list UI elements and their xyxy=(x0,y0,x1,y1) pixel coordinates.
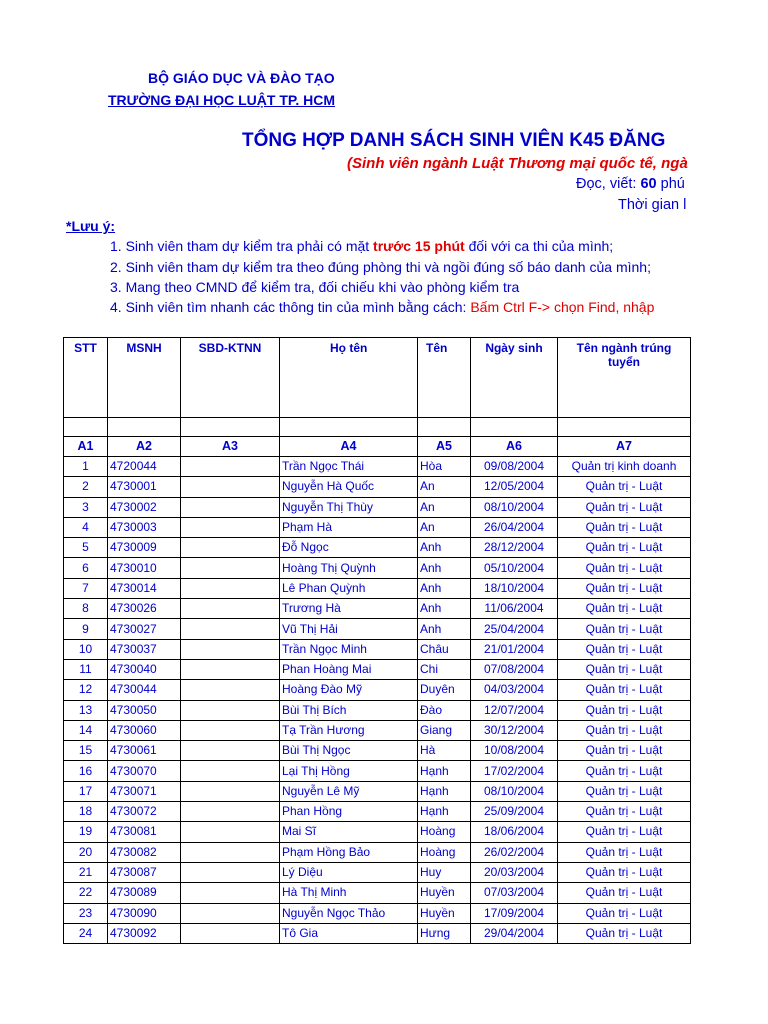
row-stt: 20 xyxy=(64,842,108,862)
row-stt: 16 xyxy=(64,761,108,781)
row-ten: Châu xyxy=(418,639,471,659)
row-stt: 12 xyxy=(64,680,108,700)
row-dob: 04/03/2004 xyxy=(471,680,558,700)
row-stt: 13 xyxy=(64,700,108,720)
table-row xyxy=(64,741,691,761)
row-ten: Hà xyxy=(418,741,471,761)
code-row xyxy=(64,437,691,457)
row-major: Quản trị - Luật xyxy=(558,781,691,801)
row-major: Quản trị - Luật xyxy=(558,538,691,558)
row-dob: 07/08/2004 xyxy=(471,659,558,679)
table-row xyxy=(64,903,691,923)
code-a6: A6 xyxy=(471,437,558,457)
row-hoten: Lê Phan Quỳnh xyxy=(280,578,418,598)
row-sbd xyxy=(181,822,280,842)
row-msnh: 4730081 xyxy=(108,822,181,842)
row-major: Quản trị - Luật xyxy=(558,720,691,740)
row-major: Quản trị - Luật xyxy=(558,741,691,761)
row-dob: 12/07/2004 xyxy=(471,700,558,720)
row-dob: 29/04/2004 xyxy=(471,923,558,943)
row-dob: 21/01/2004 xyxy=(471,639,558,659)
header-stt: STT xyxy=(64,338,108,418)
table-row xyxy=(64,639,691,659)
row-dob: 26/04/2004 xyxy=(471,517,558,537)
row-msnh: 4730003 xyxy=(108,517,181,537)
row-stt: 5 xyxy=(64,538,108,558)
row-hoten: Vũ Thị Hải xyxy=(280,619,418,639)
row-ten: Huyền xyxy=(418,903,471,923)
row-msnh: 4730009 xyxy=(108,538,181,558)
row-sbd xyxy=(181,781,280,801)
row-stt: 1 xyxy=(64,457,108,477)
row-ten: Anh xyxy=(418,538,471,558)
note-1 xyxy=(110,238,613,254)
row-ten: Anh xyxy=(418,558,471,578)
row-major: Quản trị - Luật xyxy=(558,619,691,639)
blank-cell xyxy=(471,418,558,437)
row-hoten: Bùi Thị Ngọc xyxy=(280,741,418,761)
row-msnh: 4730027 xyxy=(108,619,181,639)
row-sbd xyxy=(181,497,280,517)
row-msnh: 4730050 xyxy=(108,700,181,720)
row-major: Quản trị - Luật xyxy=(558,659,691,679)
row-major: Quản trị kinh doanh xyxy=(558,457,691,477)
row-major: Quản trị - Luật xyxy=(558,923,691,943)
row-sbd xyxy=(181,761,280,781)
row-sbd xyxy=(181,802,280,822)
row-major: Quản trị - Luật xyxy=(558,680,691,700)
code-a4: A4 xyxy=(280,437,418,457)
row-stt: 17 xyxy=(64,781,108,801)
row-dob: 28/12/2004 xyxy=(471,538,558,558)
table-row xyxy=(64,477,691,497)
duration-minutes: 60 xyxy=(640,176,657,192)
row-msnh: 4730072 xyxy=(108,802,181,822)
row-dob: 11/06/2004 xyxy=(471,599,558,619)
blank-cell xyxy=(418,418,471,437)
row-msnh: 4730010 xyxy=(108,558,181,578)
row-stt: 15 xyxy=(64,741,108,761)
row-dob: 12/05/2004 xyxy=(471,477,558,497)
note-1-text: 1. Sinh viên tham dự kiểm tra phải có mặt xyxy=(110,238,374,254)
row-sbd xyxy=(181,477,280,497)
row-msnh: 4730040 xyxy=(108,659,181,679)
row-msnh: 4730061 xyxy=(108,741,181,761)
code-a5: A5 xyxy=(418,437,471,457)
row-ten: An xyxy=(418,497,471,517)
row-major: Quản trị - Luật xyxy=(558,700,691,720)
page-title: TỔNG HỢP DANH SÁCH SINH VIÊN K45 ĐĂNG xyxy=(242,130,666,151)
row-major: Quản trị - Luật xyxy=(558,517,691,537)
table-row xyxy=(64,680,691,700)
row-stt: 10 xyxy=(64,639,108,659)
row-msnh: 4730082 xyxy=(108,842,181,862)
table-row xyxy=(64,599,691,619)
row-hoten: Lý Diệu xyxy=(280,862,418,882)
row-hoten: Phạm Hồng Bảo xyxy=(280,842,418,862)
row-msnh: 4730090 xyxy=(108,903,181,923)
row-dob: 08/10/2004 xyxy=(471,781,558,801)
row-sbd xyxy=(181,619,280,639)
header-ngaysinh: Ngày sinh xyxy=(471,338,558,418)
row-hoten: Mai Sĩ xyxy=(280,822,418,842)
row-dob: 07/03/2004 xyxy=(471,883,558,903)
row-msnh: 4730070 xyxy=(108,761,181,781)
blank-row xyxy=(64,418,691,437)
row-stt: 3 xyxy=(64,497,108,517)
row-hoten: Hà Thị Minh xyxy=(280,883,418,903)
row-major: Quản trị - Luật xyxy=(558,802,691,822)
row-hoten: Trần Ngọc Thái xyxy=(280,457,418,477)
row-sbd xyxy=(181,903,280,923)
note-4 xyxy=(110,299,690,315)
row-dob: 25/09/2004 xyxy=(471,802,558,822)
row-stt: 14 xyxy=(64,720,108,740)
row-hoten: Phan Hồng xyxy=(280,802,418,822)
code-a1: A1 xyxy=(64,437,108,457)
row-sbd xyxy=(181,842,280,862)
row-ten: Anh xyxy=(418,599,471,619)
row-hoten: Lại Thị Hồng xyxy=(280,761,418,781)
header-msnh: MSNH xyxy=(108,338,181,418)
row-major: Quản trị - Luật xyxy=(558,862,691,882)
header-nganh: Tên ngành trúng tuyển xyxy=(558,338,691,418)
row-msnh: 4730060 xyxy=(108,720,181,740)
row-stt: 6 xyxy=(64,558,108,578)
row-ten: An xyxy=(418,517,471,537)
row-ten: Giang xyxy=(418,720,471,740)
row-stt: 9 xyxy=(64,619,108,639)
blank-cell xyxy=(280,418,418,437)
row-sbd xyxy=(181,700,280,720)
blank-cell xyxy=(108,418,181,437)
row-ten: An xyxy=(418,477,471,497)
table-row xyxy=(64,761,691,781)
row-hoten: Phạm Hà xyxy=(280,517,418,537)
row-major: Quản trị - Luật xyxy=(558,842,691,862)
time-label: Thời gian l xyxy=(618,197,687,213)
row-hoten: Hoàng Thị Quỳnh xyxy=(280,558,418,578)
table-row xyxy=(64,842,691,862)
row-major: Quản trị - Luật xyxy=(558,558,691,578)
reading-writing-duration xyxy=(576,176,685,192)
row-sbd xyxy=(181,558,280,578)
row-hoten: Hoàng Đào Mỹ xyxy=(280,680,418,700)
row-hoten: Trương Hà xyxy=(280,599,418,619)
duration-prefix: Đọc, viết: xyxy=(576,176,641,192)
table-row xyxy=(64,700,691,720)
row-msnh: 4730092 xyxy=(108,923,181,943)
table-row xyxy=(64,619,691,639)
row-hoten: Tạ Trần Hương xyxy=(280,720,418,740)
row-msnh: 4730089 xyxy=(108,883,181,903)
row-sbd xyxy=(181,457,280,477)
row-ten: Hưng xyxy=(418,923,471,943)
row-msnh: 4730087 xyxy=(108,862,181,882)
row-hoten: Nguyễn Thị Thùy xyxy=(280,497,418,517)
row-dob: 25/04/2004 xyxy=(471,619,558,639)
row-sbd xyxy=(181,883,280,903)
table-row xyxy=(64,822,691,842)
blank-cell xyxy=(558,418,691,437)
row-stt: 22 xyxy=(64,883,108,903)
code-a3: A3 xyxy=(181,437,280,457)
row-sbd xyxy=(181,741,280,761)
row-major: Quản trị - Luật xyxy=(558,578,691,598)
duration-suffix: phú xyxy=(656,176,685,192)
row-dob: 17/09/2004 xyxy=(471,903,558,923)
row-msnh: 4730026 xyxy=(108,599,181,619)
row-ten: Chi xyxy=(418,659,471,679)
row-stt: 8 xyxy=(64,599,108,619)
row-msnh: 4730014 xyxy=(108,578,181,598)
row-ten: Hạnh xyxy=(418,761,471,781)
code-a2: A2 xyxy=(108,437,181,457)
row-dob: 09/08/2004 xyxy=(471,457,558,477)
row-stt: 18 xyxy=(64,802,108,822)
row-major: Quản trị - Luật xyxy=(558,761,691,781)
row-ten: Duyên xyxy=(418,680,471,700)
row-sbd xyxy=(181,599,280,619)
table-row xyxy=(64,659,691,679)
row-ten: Anh xyxy=(418,578,471,598)
row-major: Quản trị - Luật xyxy=(558,883,691,903)
row-major: Quản trị - Luật xyxy=(558,497,691,517)
row-hoten: Phan Hoàng Mai xyxy=(280,659,418,679)
row-stt: 24 xyxy=(64,923,108,943)
row-ten: Anh xyxy=(418,619,471,639)
table-row xyxy=(64,802,691,822)
row-ten: Đào xyxy=(418,700,471,720)
table-row xyxy=(64,862,691,882)
row-hoten: Nguyễn Ngọc Thảo xyxy=(280,903,418,923)
row-sbd xyxy=(181,862,280,882)
note-4-text: 4. Sinh viên tìm nhanh các thông tin của mình bằng cách: xyxy=(110,299,471,315)
row-ten: Huy xyxy=(418,862,471,882)
row-sbd xyxy=(181,517,280,537)
table-row xyxy=(64,517,691,537)
row-sbd xyxy=(181,720,280,740)
note-2: 2. Sinh viên tham dự kiểm tra theo đúng phòng thi và ngồi đúng số báo danh của mình; xyxy=(110,259,651,275)
row-msnh: 4730002 xyxy=(108,497,181,517)
student-table xyxy=(63,337,691,944)
row-ten: Hòa xyxy=(418,457,471,477)
school-name: TRƯỜNG ĐẠI HỌC LUẬT TP. HCM xyxy=(108,92,336,108)
row-msnh: 4730001 xyxy=(108,477,181,497)
row-dob: 18/06/2004 xyxy=(471,822,558,842)
table-row xyxy=(64,781,691,801)
row-ten: Hạnh xyxy=(418,802,471,822)
table-row xyxy=(64,538,691,558)
notes-label: *Lưu ý: xyxy=(66,218,116,234)
header-sbd: SBD-KTNN xyxy=(181,338,280,418)
header-row xyxy=(64,338,691,418)
row-ten: Huyền xyxy=(418,883,471,903)
row-hoten: Tô Gia xyxy=(280,923,418,943)
row-dob: 30/12/2004 xyxy=(471,720,558,740)
row-major: Quản trị - Luật xyxy=(558,822,691,842)
row-stt: 11 xyxy=(64,659,108,679)
row-stt: 21 xyxy=(64,862,108,882)
row-hoten: Đỗ Ngọc xyxy=(280,538,418,558)
row-stt: 7 xyxy=(64,578,108,598)
row-major: Quản trị - Luật xyxy=(558,903,691,923)
row-hoten: Bùi Thị Bích xyxy=(280,700,418,720)
row-msnh: 4730071 xyxy=(108,781,181,801)
row-dob: 10/08/2004 xyxy=(471,741,558,761)
row-stt: 4 xyxy=(64,517,108,537)
ministry-name: BỘ GIÁO DỤC VÀ ĐÀO TẠO xyxy=(148,70,335,86)
row-stt: 23 xyxy=(64,903,108,923)
row-msnh: 4730037 xyxy=(108,639,181,659)
page-subtitle: (Sinh viên ngành Luật Thương mại quốc tế, ngà xyxy=(347,155,688,172)
blank-cell xyxy=(181,418,280,437)
row-sbd xyxy=(181,680,280,700)
row-dob: 05/10/2004 xyxy=(471,558,558,578)
row-major: Quản trị - Luật xyxy=(558,477,691,497)
table-row xyxy=(64,578,691,598)
row-stt: 2 xyxy=(64,477,108,497)
row-sbd xyxy=(181,659,280,679)
row-major: Quản trị - Luật xyxy=(558,639,691,659)
row-dob: 17/02/2004 xyxy=(471,761,558,781)
table-row xyxy=(64,720,691,740)
row-major: Quản trị - Luật xyxy=(558,599,691,619)
row-dob: 18/10/2004 xyxy=(471,578,558,598)
row-sbd xyxy=(181,578,280,598)
table-row xyxy=(64,457,691,477)
row-sbd xyxy=(181,538,280,558)
row-ten: Hoàng xyxy=(418,842,471,862)
row-hoten: Nguyễn Lê Mỹ xyxy=(280,781,418,801)
table-row xyxy=(64,923,691,943)
note-3: 3. Mang theo CMND để kiểm tra, đối chiếu khi vào phòng kiểm tra xyxy=(110,279,520,295)
note-1-emphasis: trước 15 phút xyxy=(373,238,465,254)
row-sbd xyxy=(181,639,280,659)
row-dob: 08/10/2004 xyxy=(471,497,558,517)
row-hoten: Trần Ngọc Minh xyxy=(280,639,418,659)
table-row xyxy=(64,497,691,517)
row-msnh: 4720044 xyxy=(108,457,181,477)
header-ten: Tên xyxy=(418,338,471,418)
note-4-emphasis: Bấm Ctrl F-> chọn Find, nhập xyxy=(470,299,655,315)
row-dob: 26/02/2004 xyxy=(471,842,558,862)
table-row xyxy=(64,883,691,903)
row-ten: Hoàng xyxy=(418,822,471,842)
row-dob: 20/03/2004 xyxy=(471,862,558,882)
row-ten: Hạnh xyxy=(418,781,471,801)
row-stt: 19 xyxy=(64,822,108,842)
table-row xyxy=(64,558,691,578)
header-hoten: Họ tên xyxy=(280,338,418,418)
row-sbd xyxy=(181,923,280,943)
row-hoten: Nguyễn Hà Quốc xyxy=(280,477,418,497)
note-1-suffix: đối với ca thi của mình; xyxy=(464,238,614,254)
row-msnh: 4730044 xyxy=(108,680,181,700)
blank-cell xyxy=(64,418,108,437)
code-a7: A7 xyxy=(558,437,691,457)
